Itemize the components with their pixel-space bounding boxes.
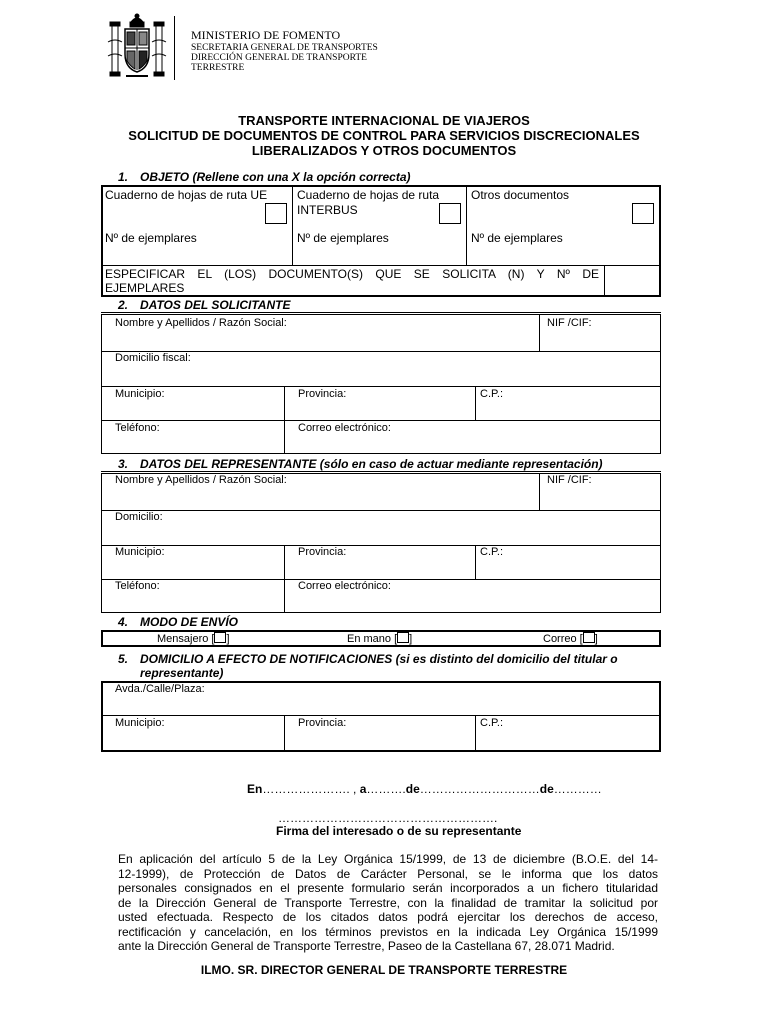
- representante-domicilio-label: Domicilio:: [115, 511, 163, 523]
- especificar-input[interactable]: [606, 267, 659, 295]
- header-divider: [174, 16, 175, 80]
- date-line: En…………………. , a……….de…………………………de…………: [247, 782, 602, 796]
- envio-correo-checkbox[interactable]: [583, 632, 595, 643]
- signature-label: Firma del interesado o de su representante: [276, 824, 522, 838]
- section-5-heading: 5. DOMICILIO A EFECTO DE NOTIFICACIONES (si es distinto del domicilio del titular o: [118, 652, 618, 666]
- section-5-heading-cont: representante): [140, 666, 224, 680]
- notificacion-cp-label: C.P.:: [480, 717, 504, 729]
- especificar-label-b: EJEMPLARES: [105, 281, 185, 295]
- legal-line-6: rectificación y cancelación, en los términos previstos en la indicada Ley Orgánica 15/1999: [118, 924, 658, 939]
- solicitante-correo-label: Correo electrónico:: [298, 422, 391, 434]
- legal-line-3: personales consignados en el presente formulario serán incorporados a un fichero titularidad: [118, 881, 658, 895]
- legal-line-4: de la Dirección General de Transporte Terrestre, con la finalidad de tramitar la solicitud por: [118, 895, 658, 910]
- ejemplares-interbus-label: Nº de ejemplares: [297, 231, 389, 245]
- section-3-table: [101, 473, 661, 613]
- title-line-2: SOLICITUD DE DOCUMENTOS DE CONTROL PARA SERVICIOS DISCRECIONALES: [128, 128, 640, 143]
- representante-municipio-label: Municipio:: [115, 546, 165, 558]
- option-cuaderno-ue-checkbox[interactable]: [265, 203, 287, 224]
- notificacion-avda-label: Avda./Calle/Plaza:: [115, 683, 205, 695]
- section-1-heading: 1. OBJETO (Rellene con una X la opción correcta): [118, 170, 411, 184]
- representante-telefono-label: Teléfono:: [115, 580, 160, 592]
- section-2-heading: 2. DATOS DEL SOLICITANTE: [118, 298, 291, 312]
- legal-line-5: usted efectuada. Respecto de los citados datos podrá ejercitar los derechos de acceso,: [118, 910, 658, 924]
- solicitante-provincia-label: Provincia:: [298, 388, 347, 400]
- representante-nombre-label: Nombre y Apellidos / Razón Social:: [115, 474, 287, 486]
- solicitante-municipio-label: Municipio:: [115, 388, 165, 400]
- notificacion-municipio-label: Municipio:: [115, 717, 165, 729]
- representante-correo-label: Correo electrónico:: [298, 580, 391, 592]
- option-otros-label: Otros documentos: [471, 188, 570, 202]
- solicitante-domicilio-label: Domicilio fiscal:: [115, 352, 191, 364]
- signature-line: ……………………………………………….: [278, 811, 498, 825]
- title-line-1: TRANSPORTE INTERNACIONAL DE VIAJEROS: [238, 113, 530, 128]
- envio-mensajero-label: Mensajero [ ]: [157, 633, 230, 645]
- coat-of-arms-emblem: [106, 12, 168, 84]
- header-line-2: DIRECCIÓN GENERAL DE TRANSPORTE: [191, 53, 367, 63]
- especificar-label-a: ESPECIFICAR EL (LOS) DOCUMENTO(S) QUE SE SOLICITA (N) Y Nº DE: [105, 267, 599, 281]
- envio-en-mano-checkbox[interactable]: [397, 632, 409, 643]
- header-line-1: SECRETARIA GENERAL DE TRANSPORTES: [191, 43, 378, 53]
- section-3-heading: 3. DATOS DEL REPRESENTANTE (sólo en caso de actuar mediante representación): [118, 457, 603, 471]
- representante-nif-label: NIF /CIF:: [547, 474, 592, 486]
- option-cuaderno-ue-label: Cuaderno de hojas de ruta UE: [105, 188, 268, 202]
- envio-correo-label: Correo [ ]: [543, 633, 598, 645]
- header-line-3: TERRESTRE: [191, 63, 245, 73]
- solicitante-telefono-label: Teléfono:: [115, 422, 160, 434]
- legal-line-1: En aplicación del artículo 5 de la Ley Orgánica 15/1999, de 13 de diciembre (B.O.E. del 14-: [118, 852, 658, 866]
- ejemplares-ue-label: Nº de ejemplares: [105, 231, 197, 245]
- ministry-name: MINISTERIO DE FOMENTO: [191, 28, 341, 42]
- option-otros-checkbox[interactable]: [632, 203, 654, 224]
- envio-en-mano-label: En mano [ ]: [347, 633, 413, 645]
- option-interbus-checkbox[interactable]: [439, 203, 461, 224]
- addressee: ILMO. SR. DIRECTOR GENERAL DE TRANSPORTE TERRESTRE: [200, 963, 568, 977]
- representante-cp-label: C.P.:: [480, 546, 504, 558]
- option-interbus-label-a: Cuaderno de hojas de ruta: [297, 188, 440, 202]
- legal-notice: [118, 852, 658, 954]
- section-4-heading: 4. MODO DE ENVÍO: [118, 615, 239, 629]
- solicitante-nif-label: NIF /CIF:: [547, 317, 592, 329]
- solicitante-nombre-label: Nombre y Apellidos / Razón Social:: [115, 317, 287, 329]
- legal-line-2: 12-1999), de Protección de Datos de Carácter Personal, se le informa que los datos: [118, 866, 658, 881]
- ejemplares-otros-label: Nº de ejemplares: [471, 231, 563, 245]
- solicitante-cp-label: C.P.:: [480, 388, 504, 400]
- envio-mensajero-checkbox[interactable]: [214, 632, 226, 643]
- title-line-3: LIBERALIZADOS Y OTROS DOCUMENTOS: [251, 143, 517, 158]
- legal-line-7: ante la Dirección General de Transporte Terrestre, Paseo de la Castellana 67, 28.071 Madrid.: [118, 939, 615, 953]
- option-interbus-label-b: INTERBUS: [297, 203, 358, 217]
- representante-provincia-label: Provincia:: [298, 546, 347, 558]
- notificacion-provincia-label: Provincia:: [298, 717, 347, 729]
